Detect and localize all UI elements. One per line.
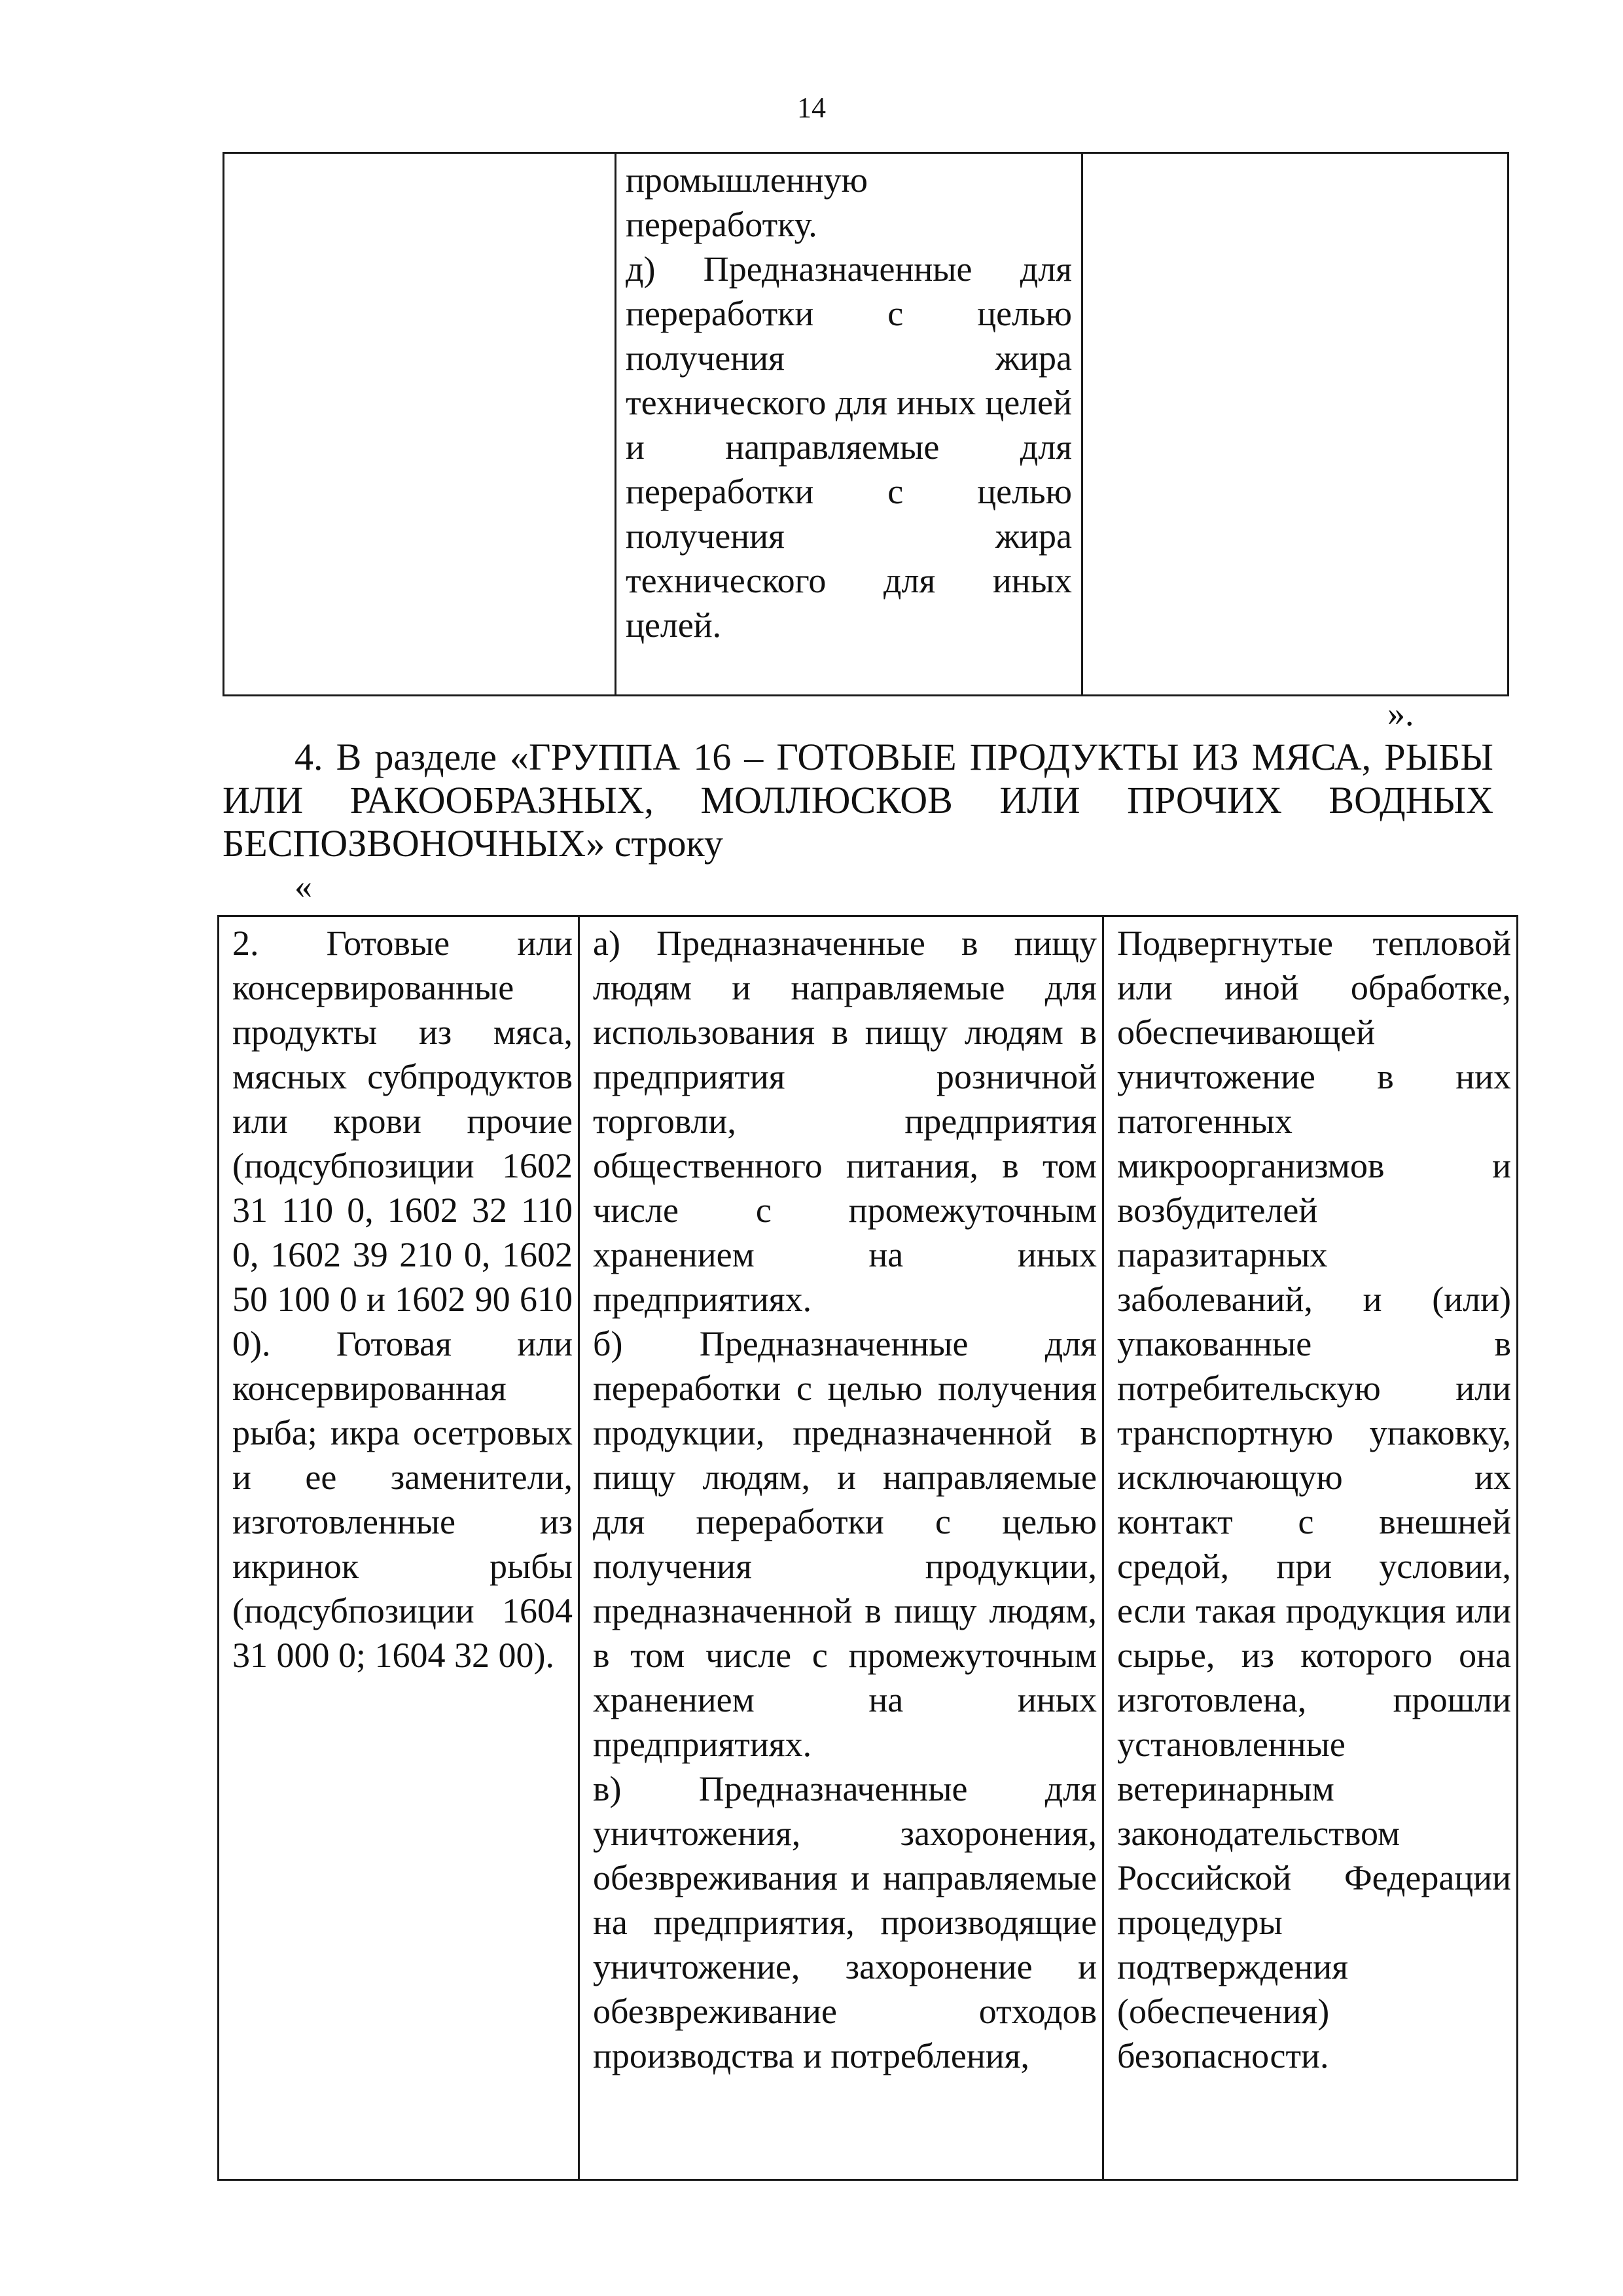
cell-paragraph: а) Предназначенные в пищу людям и направляемые для использования в пищу людям в предприятия розничной торговли, предприятия общественного питания, в том числе с промежуточным хранением на иных предприятиях. bbox=[593, 924, 1097, 1319]
cell-paragraph: в) Предназначенные для уничтожения, захоронения, обезвреживания и направляемые на предприятия, производящие уничтожение, захоронение и обезвреживание отходов производства и потребления, bbox=[593, 1769, 1097, 2075]
page-number: 14 bbox=[797, 92, 826, 124]
closing-quote: ». bbox=[1387, 694, 1414, 733]
table-row bbox=[224, 153, 1508, 696]
cell-line: д) Предназначенные для переработки с целью получения жира технического для иных целей и направляемые для переработки с целью получения жира технического для иных целей. bbox=[626, 249, 1072, 645]
table-cell-purpose bbox=[616, 153, 1082, 696]
cell-line: переработку. bbox=[626, 205, 817, 244]
table-cell-purpose bbox=[579, 916, 1103, 2180]
table-cell-conditions: Подвергнутые тепловой или иной обработке, обеспечивающей уничтожение в них патогенных микроорганизмов и возбудителей паразитарных заболеваний, и (или) упакованные в потребительскую или транспортную упаковку, исключающую их контакт с внешней средой, при условии, если такая продукция или сырье, из которого она изготовлена, прошли установленные ветеринарным законодательством Российской Федерации процедуры подтверждения (обеспечения) безопасности. bbox=[1103, 916, 1518, 2180]
cell-paragraph: б) Предназначенные для переработки с целью получения продукции, предназначенной в пищу людям, и направляемые для переработки с целью получения продукции, предназначенной в пищу людям, в том числе с промежуточным хранением на иных предприятиях. bbox=[593, 1324, 1097, 1764]
table-cell-product bbox=[224, 153, 616, 696]
table-cell-product: 2. Готовые или консервированные продукты из мяса, мясных субпродуктов или крови прочие (подсубпозиции 1602 31 110 0, 1602 32 110 0, 1602 39 210 0, 1602 50 100 0 и 1602 90 610 0). Готовая или консервированная рыба; икра осетровых и ее заменители, изготовленные из икринок рыбы (подсубпозиции 1604 31 000 0; 1604 32 00). bbox=[219, 916, 579, 2180]
cell-line: промышленную bbox=[626, 160, 868, 200]
opening-quote: « bbox=[294, 867, 312, 906]
table-cell-conditions bbox=[1082, 153, 1508, 696]
table-continuation bbox=[223, 152, 1509, 696]
table-row bbox=[219, 916, 1518, 2180]
table-group-16-row bbox=[217, 915, 1518, 2181]
amendment-paragraph: 4. В разделе «ГРУППА 16 – ГОТОВЫЕ ПРОДУКТЫ ИЗ МЯСА, РЫБЫ ИЛИ РАКООБРАЗНЫХ, МОЛЛЮСКОВ ИЛИ ПРОЧИХ ВОДНЫХ БЕСПОЗВОНОЧНЫХ» строку bbox=[223, 736, 1493, 865]
